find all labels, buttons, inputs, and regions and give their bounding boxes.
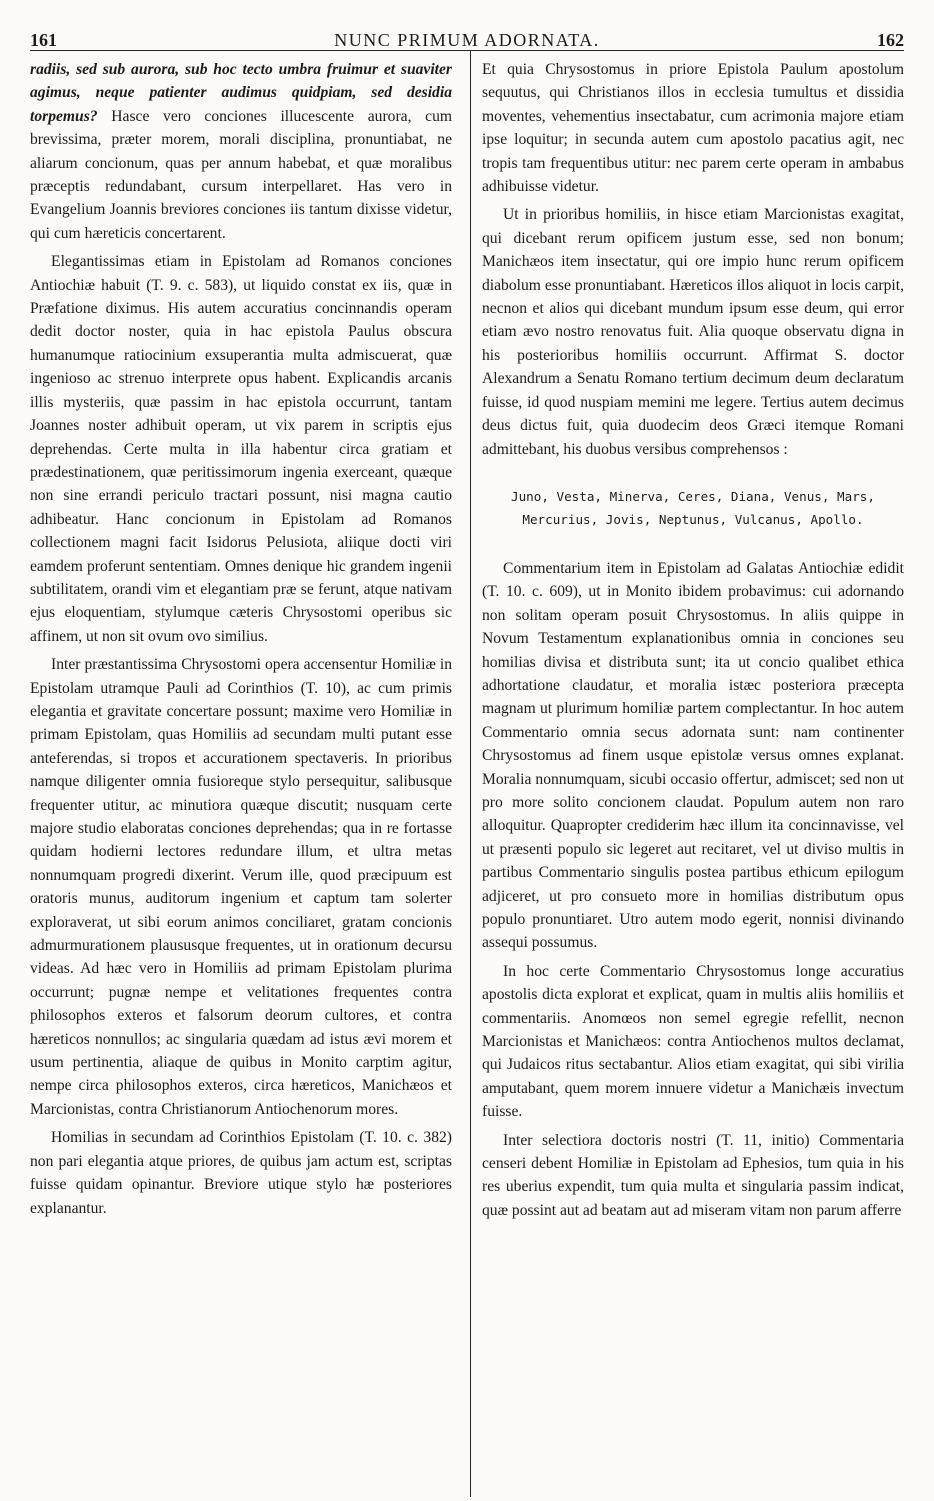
- italic-passage: radiis, sed sub aurora, sub hoc tecto umbra fruimur et suaviter agimus, neque patienter audimus quidpiam, sed desidia torpemus?: [30, 61, 452, 125]
- paragraph: Elegantissimas etiam in Epistolam ad Romanos conciones Antiochiæ habuit (T. 9. c. 583), ut liquido constat ex iis, quæ in Præfatione diximus. His autem accuratius concinnandis operam dedit doctor noster, quia in hac epistola Paulus obscura humanumque ratiocinium exsuperantia multa admiscuerat, quæ ingenioso ac strenuo interprete opus habent. Explicandis arcanis illis mysteriis, quæ passim in hac epistola occurrunt, tantam Joannes noster adhibuit operam, ut vix parem in scriptis ejus deprehendas. Certe multa in illa habentur circa gratiam et prædestinationem, quæ peritissimorum ingenia exerceant, quæque non sine errandi periculo tractari possunt, nisi magna cautio adhibeatur. Hanc concionum in Epistolam ad Romanos collectionem magni facit Isidorus Pelusiota, aliique docti viri eamdem proferunt sententiam. Omnes denique hic grandem ingenii subtilitatem, orandi vim et elegantiam præ se ferunt, atque nativam ejus eloquentiam, stylumque cæteris Chrysostomi operibus sic affinem, ut non sit ovum ovo similius.: [30, 253, 452, 645]
- paragraph: Et quia Chrysostomus in priore Epistola Paulum apostolum sequutus, qui Christianos illos in ecclesia tumultus et dissidia moventes, vehementius insectabatur, cum acrimonia majore etiam ipse loquitur; in secunda autem cum apostolo pacatius agit, nec tropis tam frequentibus utitur: nec parem certe operam in ambabus adhibuisse videtur.: [482, 61, 904, 196]
- text-columns: [30, 58, 904, 1497]
- running-head: [30, 12, 904, 51]
- paragraph: Ut in prioribus homiliis, in hisce etiam Marcionistas exagitat, qui dicebant rerum opificem justum esse, sed non bonum; Manichæos item insectatur, qui ore impio hunc rerum opificem diabolum esse pronuntiabant. Hæreticos illos aliquot in locis carpit, necnon et alios qui dicebant mundum ipsum esse deum, qui error etiam ævo nostro renovatus fuit. Alia quoque observatu digna in his posterioribus homiliis occurrunt. Affirmat S. doctor Alexandrum a Senatu Romano tertium decimum deum declaratum fuisse, id quod nuspiam memini me legere. Tertius autem decimus deus dictus fuit, quia duodecim deos Græci itemque Romani admittebant, his duobus versibus comprehensos :: [482, 206, 904, 458]
- paragraph: Commentarium item in Epistolam ad Galatas Antiochiæ edidit (T. 10. c. 609), ut in Monito ibidem probavimus: cui adornando non solitam operam posuit Chrysostomus. In aliis quippe in Novum Testamentum explanationibus omnia in conciones seu homilias divisa et distributa sunt; ita ut concio qualibet ethica adhortatione claudatur, et moralia istæc posteriora præcepta magnam ut plurimum homiliæ partem complectantur. In hoc autem Commentario omnia secus adornata sunt: nam continenter Chrysostomus ad finem usque epistolæ versus omnes explanat. Moralia nonnumquam, sicubi occasio offertur, admiscet; sed non ut pro more solito concionem claudat. Populum autem non raro alloquitur. Quapropter crediderim hæc illum ita concinnavisse, vel ut præsenti populo sic legeret aut recitaret, vel ut diviso multis in partibus Commentario singulis postea partibus ethicum epilogum adjiceret, ut pro consueto more in homilias distributum opus populo pronuntiaret. Utro autem modo egerit, nonnisi divinando assequi possumus.: [482, 559, 904, 952]
- paragraph: [30, 58, 452, 245]
- paragraph: Homilias in secundam ad Corinthios Epistolam (T. 10. c. 382) non pari elegantia atque priores, de quibus jam actum est, scriptas fuisse quidam opinantur. Breviore utique stylo hæ posteriores explanantur.: [30, 1129, 452, 1217]
- column-divider: [470, 50, 471, 1497]
- verse-line: Juno, Vesta, Minerva, Ceres, Diana, Venus, Mars,: [511, 488, 875, 504]
- running-title: NUNC PRIMUM ADORNATA.: [334, 30, 600, 50]
- paragraph: Inter selectiora doctoris nostri (T. 11, initio) Commentaria censeri debent Homiliæ in Epistolam ad Ephesios, tum quia in his res uberius expendit, tum quia multa et singularia passim indicat, quæ possint aut ad beatam aut ad miseram vitam non parum afferre: [482, 1131, 904, 1219]
- paragraph-text: Hasce vero conciones illucescente aurora, cum brevissima, præter morem, morali disciplina, pronuntiabat, ne aliarum concionum, quas per annum habebat, et quæ moralibus præceptis redundabant, cursum interpellaret. Has vero in Evangelium Joannis breviores conciones iis tantum dixisse videtur, qui cum hæreticis concertarent.: [30, 107, 452, 242]
- right-column: [482, 58, 904, 1227]
- paragraph: Inter præstantissima Chrysostomi opera accensentur Homiliæ in Epistolam utramque Pauli ad Corinthios (T. 10), ac cum primis elegantia et gravitate concertare possunt; maxime vero Homiliæ in primam Epistolam, quas Homiliis ad secundam multi putant esse anteferendas, si tropos et accurationem spectaveris. In prioribus namque diligenter omnia fusioreque stylo persequitur, salibusque frequenter utitur, ac minutiora quæque discutit; nusquam certe majore studio elaboratas conciones deprehendas; qua in re fortasse quidam hodierni lectores redundare illum, et ultra metas nonnumquam progredi dixerint. Verum ille, quod præcipuum est oratoris munus, auditorum ingenium et captum tam solerter exploraverat, ut sibi eorum animos conciliaret, gratam concionis admurmurationem plaususque frequentes, ut in orationum decursu videas. Ad hæc vero in Homiliis ad primam Epistolam plurima occurrunt; pugnæ nempe et velitationes frequentes contra philosophos exteros et falsorum deorum cultores, et contra hæreticos nonnullos; ac singularia quædam ad istus ævi morem et usum pertinentia, aliaque de quibus in Monito carptim agitur, nempe circa philosophos exteros, circa hæreticos, Manichæos et Marcionistas, contra Christianorum Antiochenorum mores.: [30, 656, 452, 1118]
- page-number-right: 162: [877, 30, 904, 50]
- paragraph: In hoc certe Commentario Chrysostomus longe accuratius apostolis dicta explorat et explicat, quam in multis aliis homiliis et commentariis. Anomœos non semel egregie refellit, necnon Marcionistas et Manichæos: contra Antiochenos multos declamat, qui Judaicos ritus sectabantur. Alios etiam exagitat, qui sibi virilia amputabant, quem morem innuere videtur a Manichæis invectum fuisse.: [482, 962, 904, 1121]
- page-number-left: 161: [30, 30, 57, 50]
- left-column: [30, 58, 452, 1225]
- verse-quotation: [482, 485, 904, 531]
- verse-line: Mercurius, Jovis, Neptunus, Vulcanus, Apollo.: [522, 511, 864, 527]
